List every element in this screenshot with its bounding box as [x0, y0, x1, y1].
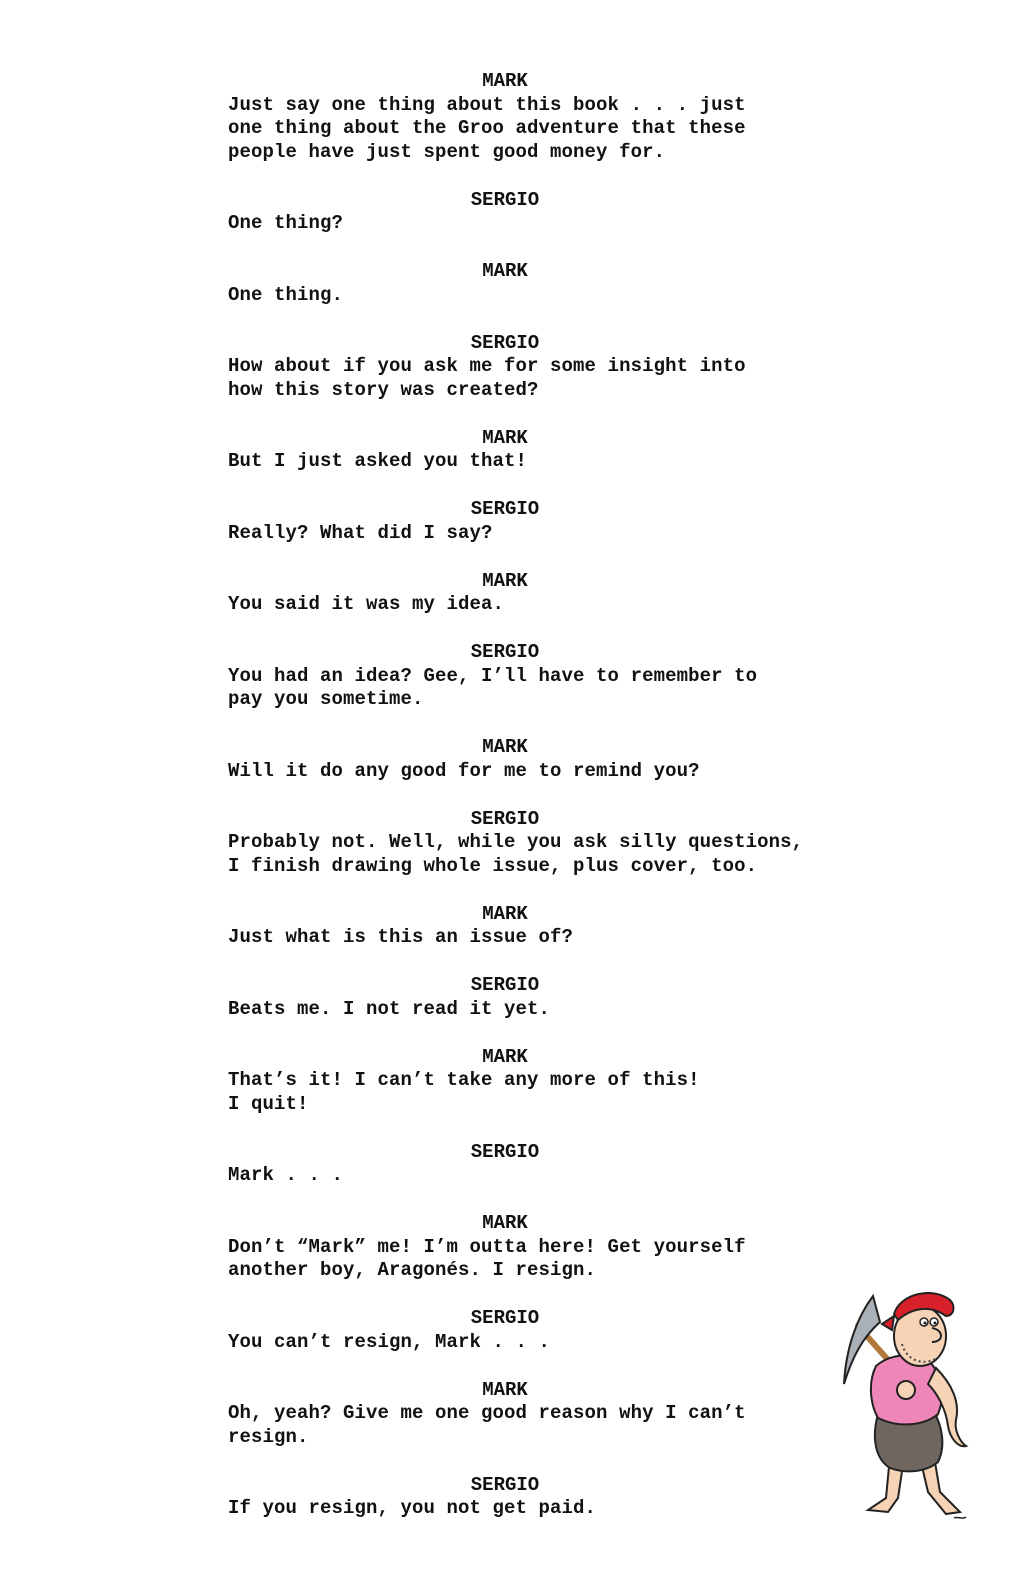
dialogue-line: pay you sometime.	[228, 688, 424, 710]
dialogue-block	[228, 736, 798, 783]
speaker-name: MARK	[482, 260, 528, 282]
dialogue-line: How about if you ask me for some insight into	[228, 355, 746, 377]
dialogue-line: Don’t “Mark” me! I’m outta here! Get yourself	[228, 1235, 746, 1258]
dialogue-block	[228, 1046, 798, 1117]
pupil	[924, 1322, 927, 1325]
dialogue-block	[228, 1307, 798, 1354]
speaker-name: SERGIO	[470, 188, 540, 211]
dialogue-block	[228, 807, 804, 879]
dialogue-line: I quit!	[228, 1092, 309, 1115]
speaker-name: MARK	[482, 426, 528, 449]
dialogue-block	[228, 260, 798, 307]
dialogue-block	[228, 70, 798, 164]
dialogue-block	[228, 641, 798, 712]
dialogue-line: One thing.	[228, 283, 344, 306]
script-page	[228, 70, 804, 1545]
dialogue-block	[228, 1474, 798, 1521]
speaker-name: MARK	[482, 902, 528, 925]
pupil	[934, 1322, 937, 1325]
dialogue-block	[228, 1212, 798, 1283]
speaker-name: MARK	[482, 70, 528, 92]
dialogue-line: Oh, yeah? Give me one good reason why I can’t	[228, 1402, 746, 1424]
dialogue-line: people have just spent good money for.	[228, 140, 666, 163]
speaker-name: MARK	[482, 736, 528, 758]
dialogue-line: Beats me. I not read it yet.	[228, 997, 551, 1020]
speaker-name: SERGIO	[470, 1140, 540, 1163]
dialogue-line: Mark . . .	[228, 1164, 344, 1186]
dialogue-line: Probably not. Well, while you ask silly questions,	[228, 831, 804, 853]
dialogue-line: Just say one thing about this book . . . just	[228, 93, 746, 116]
dialogue-line: You can’t resign, Mark . . .	[228, 1330, 551, 1353]
dialogue-line: how this story was created?	[228, 378, 539, 401]
dialogue-line: another boy, Aragonés. I resign.	[228, 1259, 597, 1281]
speaker-name: SERGIO	[470, 498, 540, 520]
dialogue-line: But I just asked you that!	[228, 450, 528, 472]
speaker-name: MARK	[482, 1212, 528, 1234]
dialogue-line: You had an idea? Gee, I’ll have to remember to	[228, 664, 758, 687]
dialogue-line: I finish drawing whole issue, plus cover, too.	[228, 854, 758, 877]
speaker-name: MARK	[482, 1378, 528, 1401]
dialogue-line: one thing about the Groo adventure that these	[228, 117, 746, 139]
bandana-knot	[882, 1316, 894, 1330]
dialogue-line: Just what is this an issue of?	[228, 926, 574, 948]
dialogue-line: Will it do any good for me to remind you?	[228, 759, 700, 782]
dialogue-block	[228, 498, 798, 545]
dialogue-block	[228, 1141, 798, 1188]
speaker-name: SERGIO	[470, 331, 540, 354]
dialogue-block	[228, 1379, 798, 1450]
hand	[897, 1381, 915, 1399]
dialogue-line: resign.	[228, 1425, 309, 1448]
dialogue-line: You said it was my idea.	[228, 593, 505, 615]
speaker-name: SERGIO	[470, 1473, 540, 1496]
dialogue-line: That’s it! I can’t take any more of this!	[228, 1069, 700, 1091]
speaker-name: MARK	[482, 569, 528, 592]
speaker-name: MARK	[482, 1045, 528, 1068]
dialogue-block	[228, 974, 798, 1021]
dialogue-line: Really? What did I say?	[228, 521, 493, 544]
dialogue-line: If you resign, you not get paid.	[228, 1497, 597, 1519]
dialogue-block	[228, 427, 798, 474]
cartoon-man-with-pickaxe-icon	[828, 1286, 978, 1526]
dialogue-block	[228, 189, 798, 236]
speaker-name: SERGIO	[470, 974, 540, 996]
dialogue-block	[228, 332, 798, 403]
dialogue-line: One thing?	[228, 212, 344, 234]
speaker-name: SERGIO	[470, 807, 540, 830]
speaker-name: SERGIO	[470, 1307, 540, 1329]
ground-mark	[954, 1517, 966, 1518]
dialogue-block	[228, 903, 798, 950]
dialogue-block	[228, 570, 798, 617]
speaker-name: SERGIO	[470, 641, 540, 663]
